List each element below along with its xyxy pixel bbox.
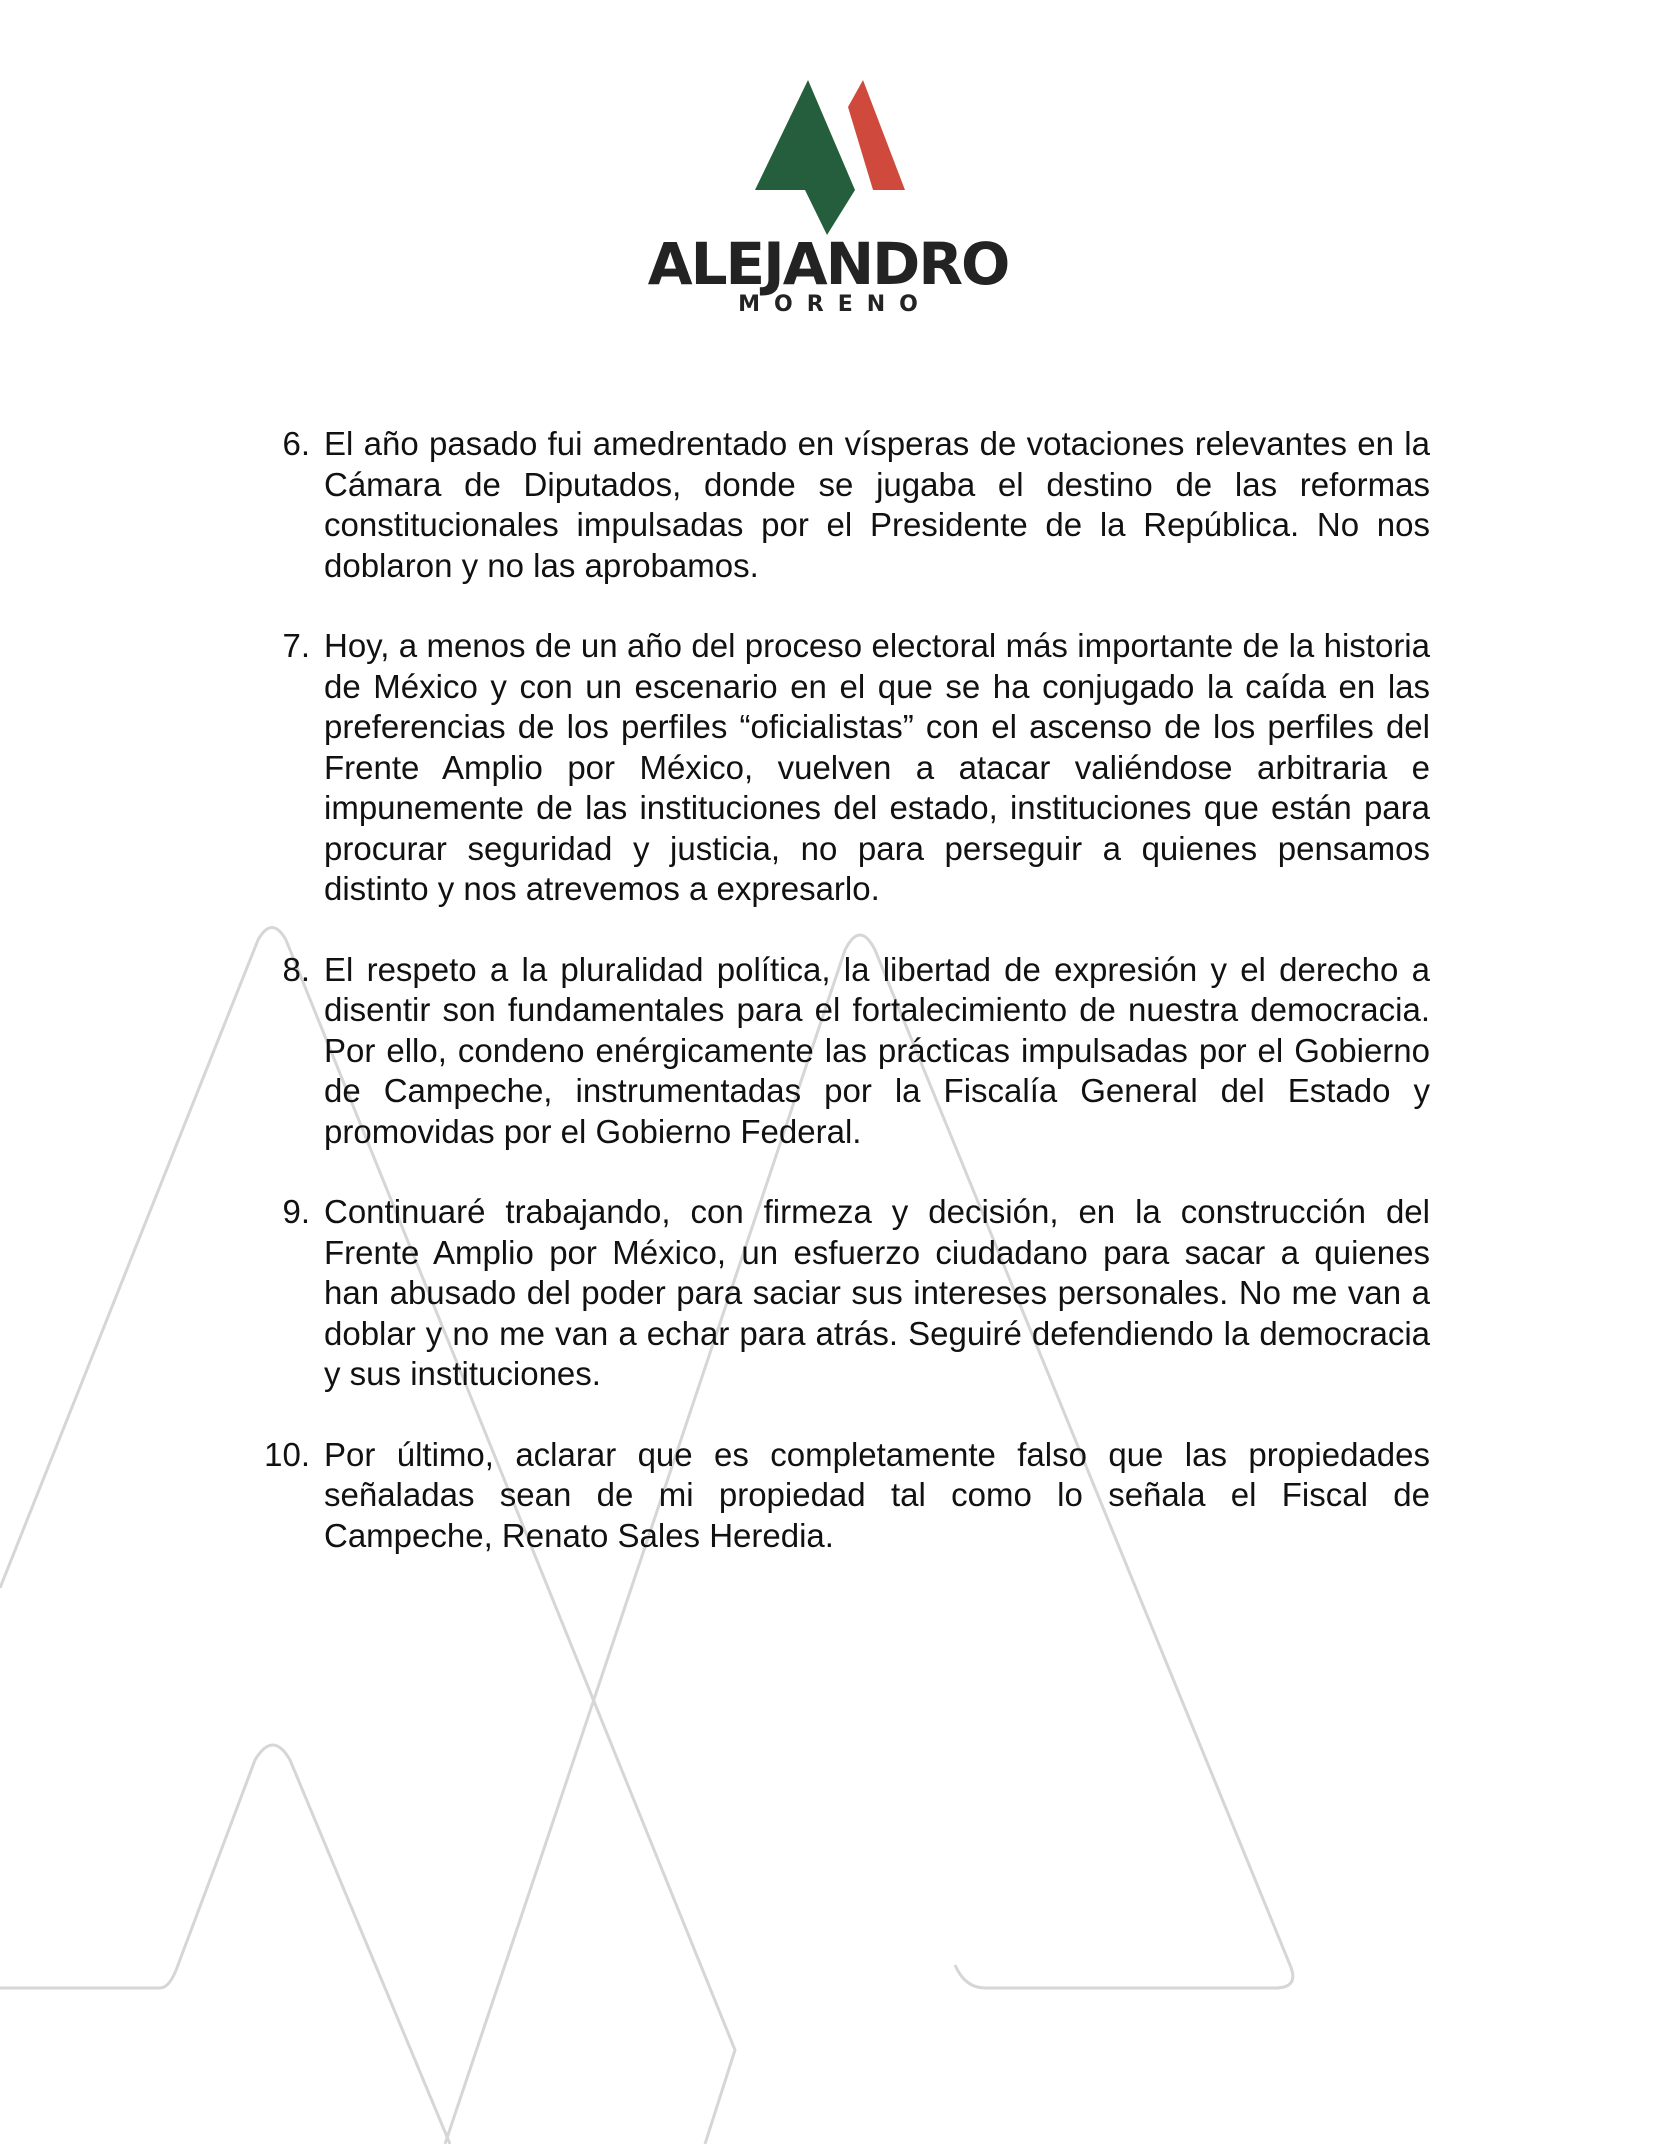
brand-subtitle: MORENO xyxy=(738,292,932,317)
logo-green-peak xyxy=(755,80,855,235)
logo-red-peak xyxy=(848,80,905,190)
watermark-peak-bottom xyxy=(0,1745,450,2144)
statement-body xyxy=(262,424,1430,1596)
item-text: El año pasado fui amedrentado en vísperas de votaciones relevantes en la Cámara de Diputados, donde se jugaba el destino de las reformas constitucionales impulsadas por el Presidente de la República. No nos doblaron y no las aprobamos. xyxy=(324,425,1430,584)
list-item xyxy=(262,1192,1430,1395)
item-text: Por último, aclarar que es completamente falso que las propiedades señaladas sean de mi propiedad tal como lo señala el Fiscal de Campeche, Renato Sales Heredia. xyxy=(324,1435,1430,1554)
item-number: 9. xyxy=(282,1193,310,1230)
item-number: 8. xyxy=(282,950,310,988)
letterhead xyxy=(0,0,1656,380)
item-number: 7. xyxy=(282,627,310,664)
list-item xyxy=(262,424,1430,586)
item-text: Hoy, a menos de un año del proceso electoral más importante de la historia de México y con un escenario en el que se ha conjugado la caída en las preferencias de los perfiles “oficialistas” con el ascenso de los perfiles del Frente Amplio por México, vuelven a atacar valiéndose arbitraria e impunemente de las instituciones del estado, instituciones que están para procurar seguridad y justicia, no para perseguir a quienes pensamos distinto y nos atrevemos a expresarlo. xyxy=(324,627,1430,907)
list-item xyxy=(262,1435,1430,1557)
alejandro-moreno-logo-icon xyxy=(755,80,905,240)
list-item xyxy=(262,950,1430,1153)
list-item xyxy=(262,626,1430,910)
item-text: Continuaré trabajando, con firmeza y decisión, en la construcción del Frente Amplio por México, un esfuerzo ciudadano para sacar a quienes han abusado del poder para saciar sus intereses personales. No me van a doblar y no me van a echar para atrás. Seguiré defendiendo la democracia y sus instituciones. xyxy=(324,1193,1430,1392)
item-number: 10. xyxy=(264,1435,310,1473)
statement-list xyxy=(262,424,1430,1556)
brand-name: ALEJANDRO xyxy=(647,230,1009,298)
item-number: 6. xyxy=(282,425,310,462)
item-text: El respeto a la pluralidad política, la libertad de expresión y el derecho a disentir son fundamentales para el fortalecimiento de nuestra democracia. Por ello, condeno enérgicamente las prácticas impulsadas por el Gobierno de Campeche, instrumentadas por la Fiscalía General del Estado y promovidas por el Gobierno Federal. xyxy=(324,950,1430,1150)
